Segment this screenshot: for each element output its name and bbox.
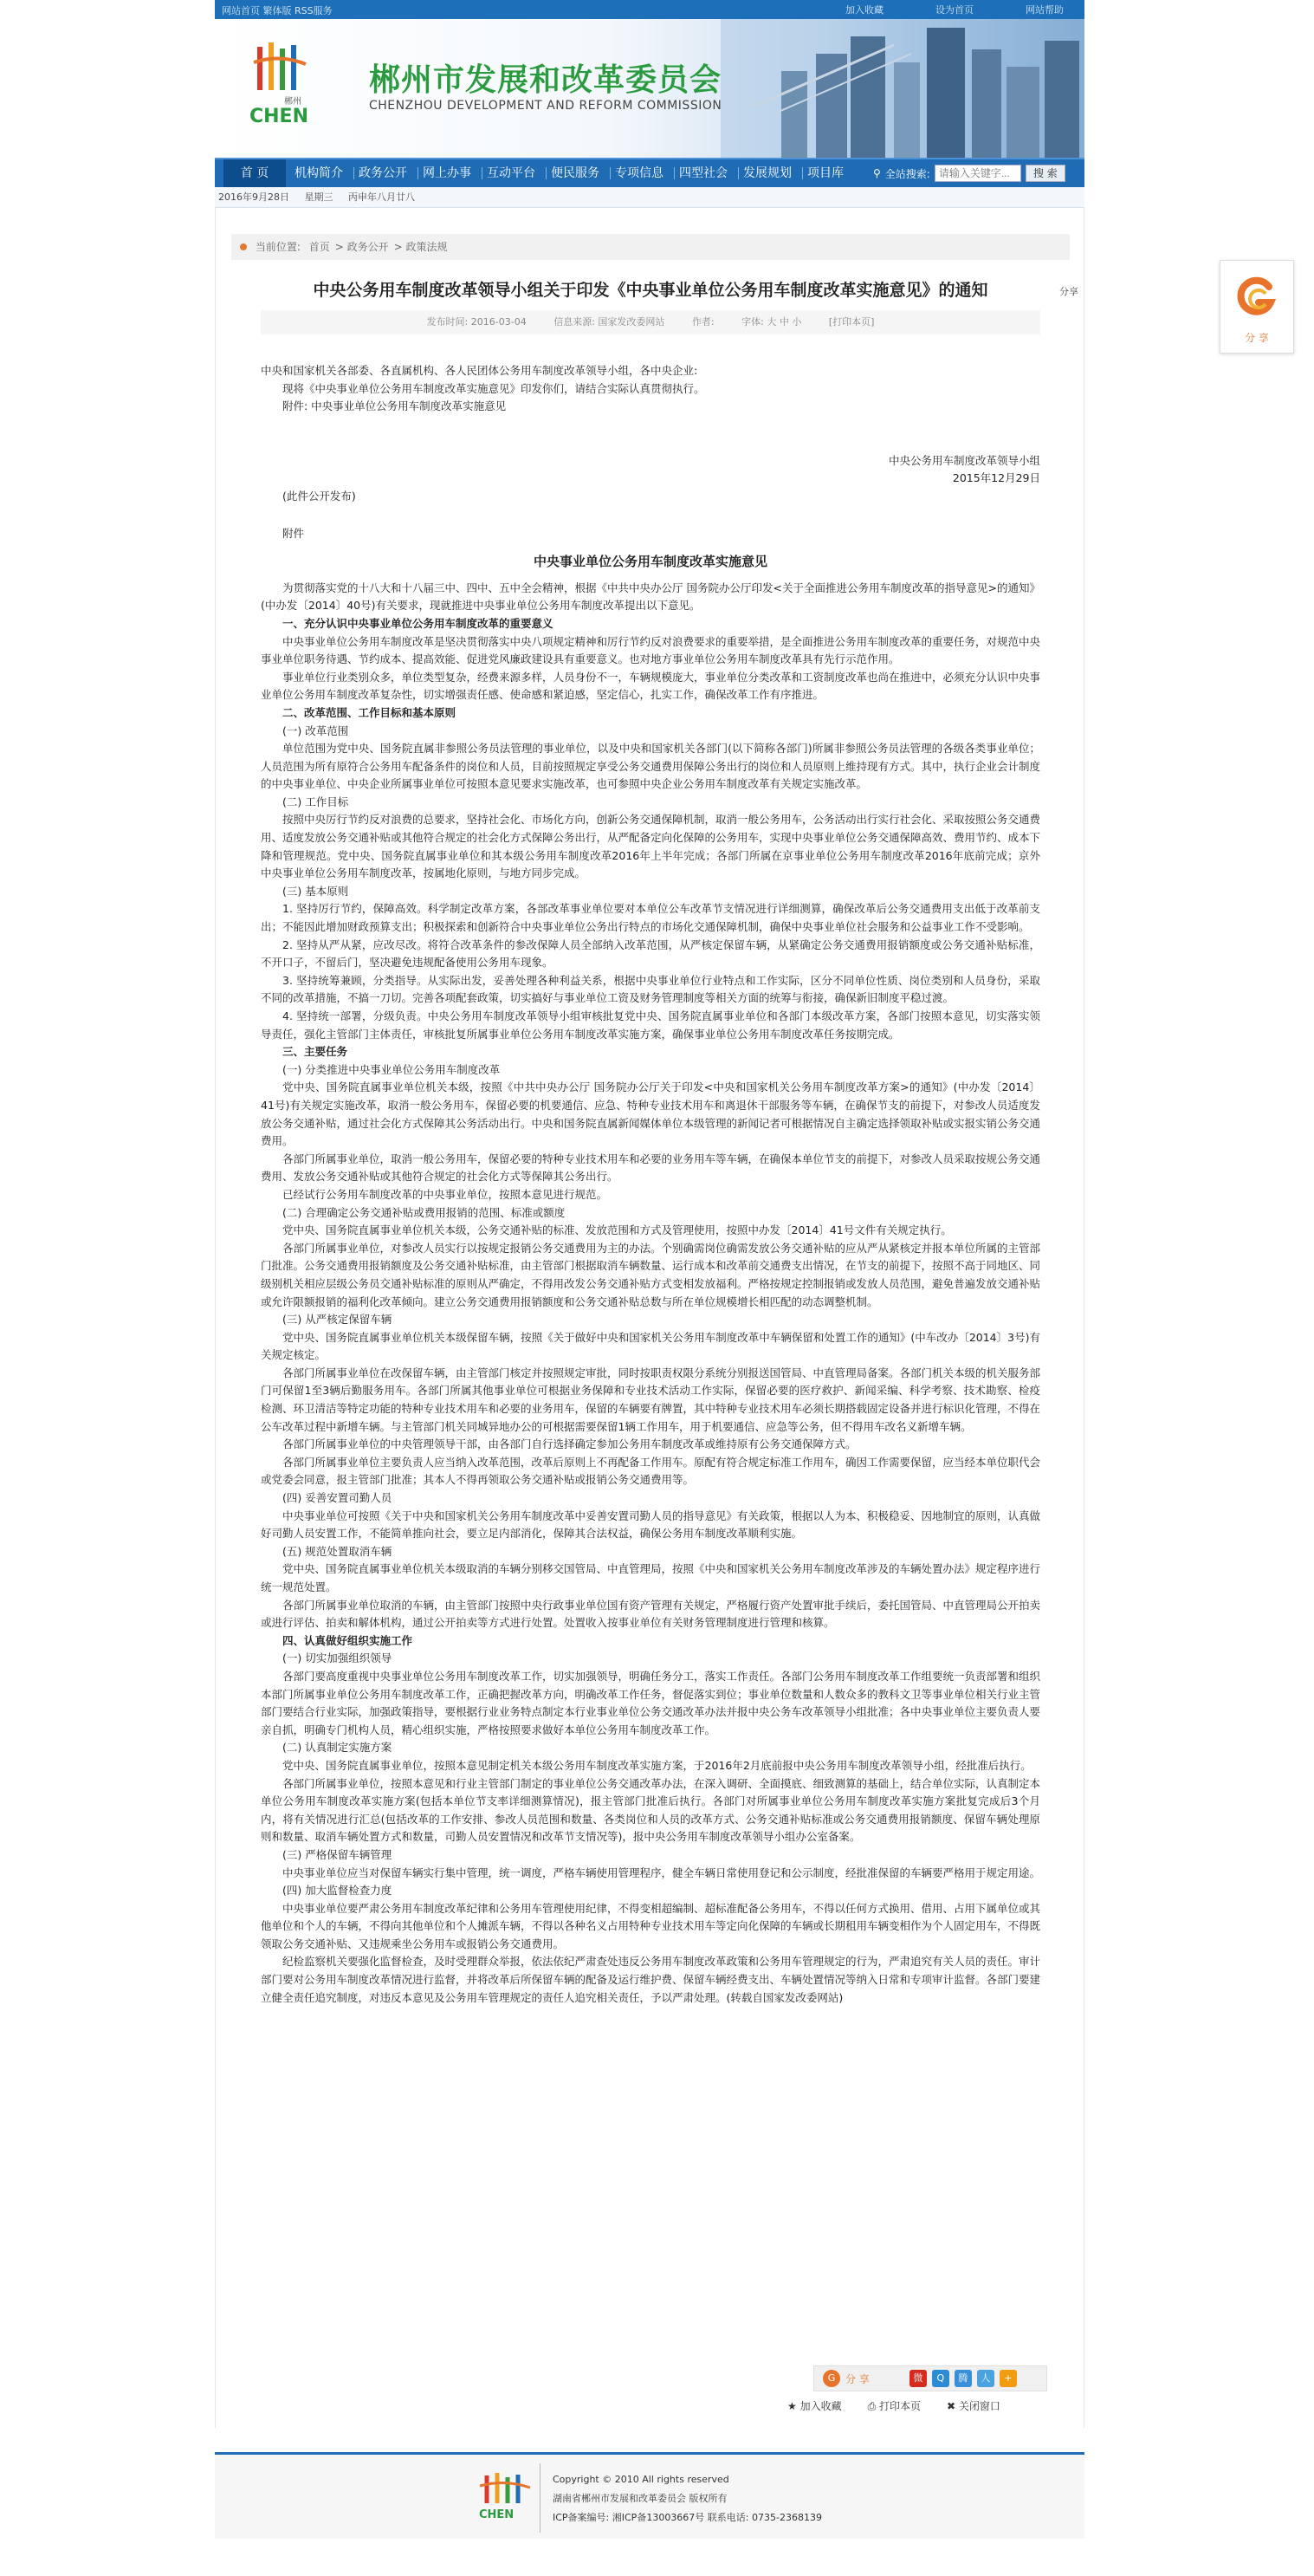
paragraph: 事业单位行业类别众多，单位类型复杂，经费来源多样，人员身份不一，车辆规模庞大，事业单位分类改革和工资制度改革也尚在推进中，必须充分认识中央事业单位公务用车制度改革复杂性，切实增强责任感、使命感和紧迫感，坚定信心，扎实工作，确保改革工作有序推进。 [261,670,1041,702]
floating-share-label: 分 享 [1245,332,1269,344]
nav-home[interactable]: 首 页 [223,159,286,187]
author: 作者: [691,316,715,328]
subheading: (三) 严格保留车辆管理 [282,1847,392,1861]
paragraph: 中央事业单位公务用车制度改革是坚决贯彻落实中央八项规定精神和厉行节约反对浪费要求的重要举措，是全面推进公务用车制度改革的重要任务，对规范中央事业单位职务待遇、节约成本、提高效能、促进党风廉政建设具有重要意义。也对地方事业单位公务用车制度改革具有先行示范作用。 [261,634,1041,666]
section-heading: 四、认真做好组织实施工作 [282,1633,413,1647]
tencent-weibo-icon[interactable]: 腾 [955,2370,972,2387]
paragraph: 党中央、国务院直属事业单位机关本级取消的车辆分别移交国管局、中直管理局，按照《中央和国家机关公务用车制度改革涉及的车辆处置办法》规定程序进行统一规范处置。 [261,1562,1041,1593]
breadcrumb: 当前位置: 首页 > 政务公开 > 政策法规 [231,234,1070,260]
close-window-label: 关闭窗口 [958,2400,1000,2412]
subheading: (二) 认真制定实施方案 [282,1741,392,1755]
site-banner [215,19,1084,158]
section-heading: 一、充分认识中央事业单位公务用车制度改革的重要意义 [282,616,553,630]
site-footer [215,2452,1084,2539]
nav-about[interactable]: 机构简介 [295,166,343,180]
footer-text [553,2470,822,2527]
nav-separator [674,167,675,179]
paragraph: 中央事业单位要严肃公务用车制度改革纪律和公务用车管理使用纪律，不得变相超编制、超标准配备公务用车，不得以任何方式换用、借用、占用下属单位或其他单位和个人的车辆，不得向其他单位和个人摊派车辆，不得以各种名义占用特种专业技术用车等定向化保障的车辆或长期租用车辆变相作为个人固定用车，不得既领取公务交通补贴、又违规乘坐公务用车或报销公务交通费用。 [261,1901,1041,1950]
search-icon: ⚲ [873,167,881,179]
share-logo-icon [1231,271,1283,323]
paragraph: 各部门所属事业单位在改保留车辆，由主管部门核定并按照规定审批，同时按职责权限分系统分别报送国管局、中直管理局备案。各部门机关本级的机关服务部门可保留1至3辆后勤服务用车。各部门所属其他事业单位可根据业务保障和专业技术活动工作实际，保留必要的医疗救护、新闻采编、科学考察、技术勘察、检疫检测、环卫清洁等特定功能的特种专业技术用车和必要的业务用车，保留的车辆要有牌置，其中特种专业技术用车必须长期搭载固定设备并进行标识化管理，不得在公车改革过程中新增车辆。与主管部门机关同城异地办公的可根据需要保留1辆工作用车，用于机要通信、应急等公务，但不得用车改名义新增车辆。 [261,1366,1041,1433]
publish-note: (此件公开发布) [282,489,356,503]
signature-date: 2015年12月29日 [952,471,1040,485]
nav-separator [610,167,611,179]
publish-date: 发布时间: 2016-03-04 [426,316,527,328]
paragraph: 各部门所属事业单位取消的车辆，由主管部门按照中央行政事业单位国有资产管理有关规定，严格履行资产处置审批手续后，委托国管局、中直管理局公开拍卖或进行评估、拍卖和解体机构，通过公开拍卖等方式进行处置。处置收入按事业单位有关财务管理制度进行管理和核算。 [261,1598,1041,1630]
signature-org: 中央公务用车制度改革领导小组 [888,453,1040,467]
share-tiny-link[interactable]: 分享 [1059,286,1078,297]
breadcrumb-home[interactable]: 首页 [308,241,330,253]
nav-four-type-society[interactable]: 四型社会 [679,166,728,180]
paragraph: 党中央、国务院直属事业单位机关本级，公务交通补贴的标准、发放范围和方式及管理使用，按照中办发〔2014〕41号文件有关规定执行。 [282,1223,952,1237]
search-label: 全站搜索: [884,167,930,180]
attachment-note: 附件: 中央事业单位公务用车制度改革实施意见 [282,399,507,413]
nav-interaction[interactable]: 互动平台 [487,166,535,180]
paragraph: 纪检监察机关要强化监督检查，及时受理群众举报，依法依纪严肃查处违反公务用车制度改革政策和公务用车管理规定的行为，严肃追究有关人员的责任。审计部门要对公务用车制度改革情况进行监督，并将改革后所保留车辆的配备及运行维护费、保留车辆经费支出、车辆处置情况等纳入日常和专项审计监督。各部门要建立健全责任追究制度，对违反本意见及公务用车管理规定的责任人追究相关责任，予以严肃处理。(转载自国家发改委网站) [261,1955,1041,2004]
nav-separator [802,167,803,179]
icp-record: ICP备案编号: 湘ICP备13003667号 联系电话: 0735-2368139 [553,2512,822,2523]
nav-online-service[interactable]: 网上办事 [423,166,471,180]
subheading: (一) 改革范围 [282,723,349,737]
attachment-title: 中央事业单位公务用车制度改革实施意见 [533,554,767,570]
info-source: 信息来源: 国家发改委网站 [553,316,665,328]
nav-separator [353,167,354,179]
renren-icon[interactable]: 人 [977,2370,994,2387]
section-heading: 三、主要任务 [282,1045,348,1059]
paragraph: 各部门所属事业单位，按照本意见和行业主管部门制定的事业单位公务交通改革办法，在深入调研、全面摸底、细致测算的基础上，结合单位实际，认真制定本单位公务用车制度改革实施方案(包括本单位节支率详细测算情况)，报主管部门批准后执行。各部门对所属事业单位公务用车制度改革实施方案批复完成后3个月内，将有关情况进行汇总(包括改革的工作安排、参改人员范围和数量、各类岗位和人员的改革方式、公务交通补贴标准或公务交通费用报销额度、保留车辆处理原则和数量、取消车辆处置方式和数量，司勤人员安置情况和改革节支情况等)，报中央公务用车制度改革领导小组办公室备案。 [261,1776,1041,1844]
top-utility-bar [215,0,1084,19]
breadcrumb-gov-open[interactable]: 政务公开 [346,241,389,253]
nav-gov-open[interactable]: 政务公开 [359,166,407,180]
share-toolbar [813,2365,1047,2391]
set-homepage-link[interactable]: 设为首页 [935,4,974,16]
subheading: (四) 加大监督检查力度 [282,1884,392,1898]
paragraph: 1. 坚持厉行节约，保障高效。科学制定改革方案，各部改革事业单位要对本单位公车改革节支情况进行详细测算，确保改革后公务交通费用支出低于改革前支出；不能因此增加财政预算支出；积极探索和创新符合中央事业单位公务出行特点的市场化交通保障机制，确保中央事业单位社会服务和公益事业工作不受影响。 [261,902,1040,934]
paragraph: 按照中央厉行节约反对浪费的总要求，坚持社会化、市场化方向，创新公务交通保障机制，取消一般公务用车，公务活动出行实行社会化、采取按照公务交通费用、适度发放公务交通补贴或其他符合规定的社会化方式保障公务出行，从严配备定向化保障的公务用车，实现中央事业单位公务交通保障高效、费用节约、成本下降和管理规范。党中央、国务院直属事业单位和其本级公务用车制度改革2016年上半年完成；各部门所属在京事业单位公务用车制度改革2016年底前完成；京外中央事业单位公务用车制度改革，按属地化原则，与地方同步完成。 [261,813,1041,880]
article-title: 中央公务用车制度改革领导小组关于印发《中央事业单位公务用车制度改革实施意见》的通知 [313,281,988,300]
search-button[interactable]: 搜 索 [1026,165,1065,182]
paragraph: 4. 坚持统一部署，分级负责。中央公务用车制度改革领导小组审核批复党中央、国务院直属事业单位和各部门本级改革方案，各部门按照本意见，切实落实领导责任，强化主管部门主体责任，审核批复所属事业单位公务用车制度改革实施方案，确保事业单位公务用车制度改革任务按期完成。 [261,1009,1040,1041]
print-link[interactable]: [打印本页] [828,316,875,328]
print-page-label: 打印本页 [879,2400,922,2412]
footer-logo-text: CHEN [479,2508,515,2521]
lunar-date: 丙申年八月廿八 [348,191,415,203]
weibo-icon[interactable]: 微 [909,2370,927,2387]
date-bar [215,187,1084,208]
salutation: 中央和国家机关各部委、各直属机构、各人民团体公务用车制度改革领导小组，各中央企业: [261,364,698,377]
logo-small-text: 郴州 [284,97,301,107]
paragraph: 中央事业单位可按照《关于中央和国家机关公务用车制度改革中妥善安置司勤人员的指导意见》有关政策，根据以人为本、积极稳妥、因地制宜的原则，认真做好司勤人员安置工作，不能简单推向社会，要立足内部消化，保障其合法权益，确保公务用车制度改革顺利实施。 [261,1509,1041,1541]
breadcrumb-policy[interactable]: 政策法规 [405,241,448,253]
article-body [261,362,1040,2007]
qzone-icon[interactable]: Q [932,2370,949,2387]
current-weekday: 星期三 [304,191,333,203]
article-container [215,208,1084,2428]
top-left-links[interactable]: 网站首页 繁体版 RSS服务 [222,5,333,16]
share-label[interactable]: 分 享 [845,2372,870,2385]
subheading: (三) 基本原则 [282,884,349,898]
paragraph: 各部门要高度重视中央事业单位公务用车制度改革工作，切实加强领导，明确任务分工，落实工作责任。各部门公务用车制度改革工作组要统一负责部署和组织本部门所属事业单位公务用车制度改革工作，正确把握改革方向，明确改革工作任务，督促落实到位；事业单位数量和人数众多的教科文卫等事业单位相关行业主管部门要结合行业实际，加强政策指导，要根据行业业务特点制定本行业事业单位公务交通改革办法并报中央公务车改革领导小组批准；各中央事业单位主要负责人要亲自抓，明确专门机构人员，精心组织实施，严格按照要求做好本单位公务用车制度改革工作。 [261,1669,1041,1736]
section-heading: 二、改革范围、工作目标和基本原则 [282,705,456,719]
page-actions [787,2398,1000,2413]
paragraph: 单位范围为党中央、国务院直属非参照公务员法管理的事业单位，以及中央和国家机关各部门(以下简称各部门)所属非参照公务员法管理的各级各类事业单位；人员范围为所有原符合公务用车配备条件的岗位和人员，目前按照规定享受公务交通费用保障公务出行的岗位和人员原则上维持现有方式。其中，执行企业会计制度的中央事业单位、中央企业所属事业单位可按照本意见要求实施改革，也可参照中央企业公务用车制度改革有关规定实施改革。 [261,742,1041,791]
share-logo-icon: G [823,2370,840,2387]
paragraph: 各部门所属事业单位，取消一般公务用车，保留必要的特种专业技术用车和必要的业务用车等车辆，在确保本单位节支的前提下，对参改人员采取按规公务交通费用、发放公务交通补贴或其他符合规定的社会化方式等保障其公务出行。 [261,1152,1041,1184]
nav-project-library[interactable]: 项目库 [807,166,844,180]
share-more-icon[interactable]: + [1000,2370,1017,2387]
paragraph: 为贯彻落实党的十八大和十八届三中、四中、五中全会精神，根据《中共中央办公厅 国务院办公厅印发<关于全面推进公务用车制度改革的指导意见>的通知》(中办发〔2014〕40号)有关要求，现就推进中央事业单位公务用车制度改革提出以下意见。 [261,581,1040,613]
subheading: (一) 切实加强组织领导 [282,1651,392,1665]
paragraph: 现将《中央事业单位公务用车制度改革实施意见》印发你们，请结合实际认真贯彻执行。 [282,381,705,395]
site-help-link[interactable]: 网站帮助 [1026,4,1064,16]
logo-text: CHEN [249,106,308,127]
nav-special-info[interactable]: 专项信息 [615,166,663,180]
print-page-button[interactable]: ⎙ 打印本页 [867,2400,922,2412]
subheading: (一) 分类推进中央事业单位公务用车制度改革 [282,1062,501,1076]
paragraph: 中央事业单位应当对保留车辆实行集中管理，统一调度，严格车辆使用管理程序，健全车辆日常使用登记和公示制度，经批准保留的车辆要严格用于规定用途。 [282,1865,1041,1879]
nav-separator [546,167,547,179]
copyright: Copyright © 2010 All rights reserved [553,2474,729,2485]
floating-share-widget[interactable] [1220,260,1294,354]
paragraph: 3. 坚持统筹兼顾，分类指导。从实际出发，妥善处理各种利益关系，根据中央事业单位行业特点和工作实际，区分不同单位性质、岗位类别和人员身份，采取不同的改革措施，不搞一刀切。完善各项配套政策，切实搞好与事业单位工资及财务管理制度等相关方面的统筹与衔接，确保新旧制度平稳过渡。 [261,973,1040,1005]
paragraph: 党中央、国务院直属事业单位，按照本意见制定机关本级公务用车制度改革实施方案，于2016年2月底前报中央公务用车制度改革领导小组，经批准后执行。 [282,1758,1032,1772]
add-favorite-label: 加入收藏 [799,2400,842,2412]
attachment-label: 附件 [282,526,305,540]
search-input[interactable] [935,165,1021,182]
nav-public-service[interactable]: 便民服务 [551,166,599,180]
current-date: 2016年9月28日 [218,191,289,203]
paragraph: 各部门所属事业单位主要负责人应当纳入改革范围，改革后原则上不再配备工作用车。原配有符合规定标准工作用车，确因工作需要保留，应当经本单位职代会或党委会同意，报主管部门批准；其本人不得再领取公务交通补贴或报销公务交通费用等。 [261,1455,1041,1487]
subheading: (四) 妥善安置司勤人员 [282,1491,392,1505]
paragraph: 党中央、国务院直属事业单位机关本级保留车辆，按照《关于做好中央和国家机关公务用车制度改革中车辆保留和处置工作的通知》(中车改办〔2014〕3号)有关规定核定。 [261,1330,1040,1362]
main-nav [215,158,1084,187]
paragraph: 各部门所属事业单位，对参改人员实行以按规定报销公务交通费用为主的办法。个别确需岗位确需发放公务交通补贴的应从严从紧核定并报本单位所属的主管部门批准。公务交通费用报销额度及公务交通补贴标准，由主管部门根据取消车辆数量、运行成本和改革前交通费支出情况，在节支的前提下，按照不高于同地区、同级别机关相应层级公务员交通补贴标准的原则从严确定，不得用改发公务交通补贴方式变相发放福利。严格按规定控制报销或发放人员范围，避免普遍发放交通补贴或允许限额报销的福利化改革倾向。建立公务交通费用报销额度和公务交通补贴总数与所在单位规模增长相匹配的动态调整机制。 [261,1241,1041,1308]
site-subtitle: CHENZHOU DEVELOPMENT AND REFORM COMMISSION [369,99,722,113]
paragraph: 2. 坚持从严从紧，应改尽改。将符合改革条件的参改保障人员全部纳入改革范围，从严核定保留车辆，从紧确定公务交通费用报销额度或公务交通补贴标准，不开口子，不留后门，坚决避免违规配备使用公务用车现象。 [261,938,1040,970]
subheading: (二) 合理确定公务交通补贴或费用报销的范围、标准或额度 [282,1205,566,1219]
add-favorite-link[interactable]: 加入收藏 [845,4,884,16]
site-owner: 湖南省郴州市发展和改革委员会 版权所有 [553,2493,728,2504]
add-favorite-button[interactable]: ★ 加入收藏 [787,2400,842,2412]
subheading: (二) 工作目标 [282,795,349,808]
paragraph: 党中央、国务院直属事业单位机关本级，按照《中共中央办公厅 国务院办公厅关于印发<中央和国家机关公务用车制度改革方案>的通知》(中办发〔2014〕41号)有关规定实施改革，取消一般公务用车，保留必要的机要通信、应急、特种专业技术用车和离退休干部服务等车辆，在确保节支的前提下，对参改人员适度发放公务交通补贴，通过社会化方式保障其公务活动出行。中央和国务院直属新闻媒体单位本级管理的新闻记者可根据情况自主确定选择领取补贴或实报实销公务交通费用。 [261,1080,1041,1148]
nav-separator [738,167,739,179]
top-right-links [845,3,1064,16]
subheading: (三) 从严核定保留车辆 [282,1313,392,1327]
paragraph: 已经试行公务用车制度改革的中央事业单位，按照本意见进行规范。 [282,1187,608,1201]
city-skyline-image [721,19,1084,158]
site-search [873,164,1065,183]
breadcrumb-icon [240,243,247,250]
close-window-button[interactable]: ✖ 关闭窗口 [947,2400,1000,2412]
paragraph: 各部门所属事业单位的中央管理领导干部，由各部门自行选择确定参加公务用车制度改革或维持原有公务交通保障方式。 [282,1437,857,1451]
subheading: (五) 规范处置取消车辆 [282,1544,392,1558]
font-size-selector[interactable]: 字体: 大 中 小 [741,316,802,328]
nav-development-plan[interactable]: 发展规划 [743,166,792,180]
breadcrumb-label: 当前位置: [255,241,301,253]
article-meta [261,310,1040,334]
site-title: 郴州市发展和改革委员会 [369,62,722,98]
